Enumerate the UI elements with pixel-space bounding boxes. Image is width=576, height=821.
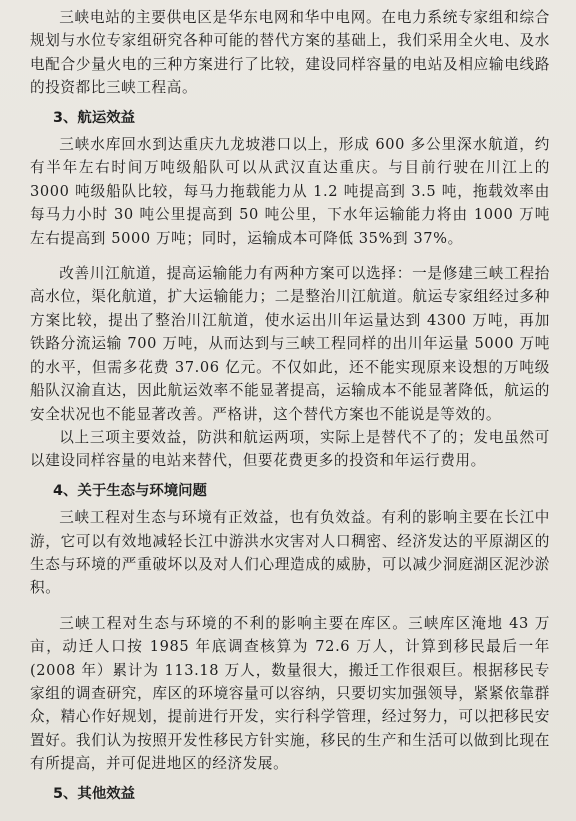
paragraph-negative-effects: 三峡工程对生态与环境的不利的影响主要在库区。三峡库区淹地 43 万亩，动迁人口按 1985 年底调查核算为 72.6 万人，计算到移民最后一年(2008 年）累计为 113.18 万人，数量很大，搬迁工作很艰巨。根据移民专家组的调查研究，库区的环境容量可以容纳，只要切实加强领导，紧紧依靠群众，精心作好规划，提前进行开发，实行科学管理，经过努力，可以把移民安置好。我们认为按照开发性移民方针实施，移民的生产和生活可以做到比现在有所提高，并可促进地区的经济发展。 bbox=[30, 614, 550, 773]
heading-other-benefits: 5、其他效益 bbox=[53, 785, 135, 802]
paragraph-navigation-channel: 三峡水库回水到达重庆九龙坡港口以上，形成 600 多公里深水航道，约有半年左右时间万吨级船队可以从武汉直达重庆。与目前行驶在川江上的 3000 吨级船队比较，每马力拖载能力从 1.2 吨提高到 3.5 吨，拖载效率由每马力小时 30 吨公里提高到 50 吨公里，下水年运输能力将由 1000 万吨左右提高到 5000 万吨；同时，运输成本可降低 35%到 37%。 bbox=[30, 136, 550, 247]
paragraph-navigation-alternatives: 改善川江航道，提高运输能力有两种方案可以选择：一是修建三峡工程抬高水位，渠化航道，扩大运输能力；二是整治川江航道。航运专家组经过多种方案比较，提出了整治川江航道，使水运出川年运量达到 4300 万吨，再加铁路分流运输 700 万吨，从而达到与三峡工程同样的出川年运量 5000 万吨的水平，但需多花费 37.06 亿元。不仅如此，还不能实现原来设想的万吨级船队汉渝直达，因此航运效率不能显著提高，运输成本不能显著降低，航运的安全状况也不能显著改善。严格讲，这个替代方案也不能说是等效的。 bbox=[30, 265, 550, 423]
paragraph-positive-effects: 三峡工程对生态与环境有正效益，也有负效益。有利的影响主要在长江中游，它可以有效地减轻长江中游洪水灾害对人口稠密、经济发达的平原湖区的生态与环境的严重破坏以及对人们心理造成的威胁，可以减少洞庭湖区泥沙淤积。 bbox=[30, 509, 550, 597]
heading-navigation-benefit: 3、航运效益 bbox=[53, 109, 135, 126]
paragraph-benefit-summary: 以上三项主要效益，防洪和航运两项，实际上是替代不了的；发电虽然可以建设同样容量的电站来替代，但要花费更多的投资和年运行费用。 bbox=[30, 428, 550, 470]
paragraph-power-supply: 三峡电站的主要供电区是华东电网和华中电网。在电力系统专家组和综合规划与水位专家组研究各种可能的替代方案的基础上，我们采用全火电、及水电配合少量火电的三种方案进行了比较，建设同样容量的电站及相应输电线路的投资都比三峡工程高。 bbox=[30, 9, 550, 97]
heading-ecology-environment: 4、关于生态与环境问题 bbox=[53, 482, 207, 499]
